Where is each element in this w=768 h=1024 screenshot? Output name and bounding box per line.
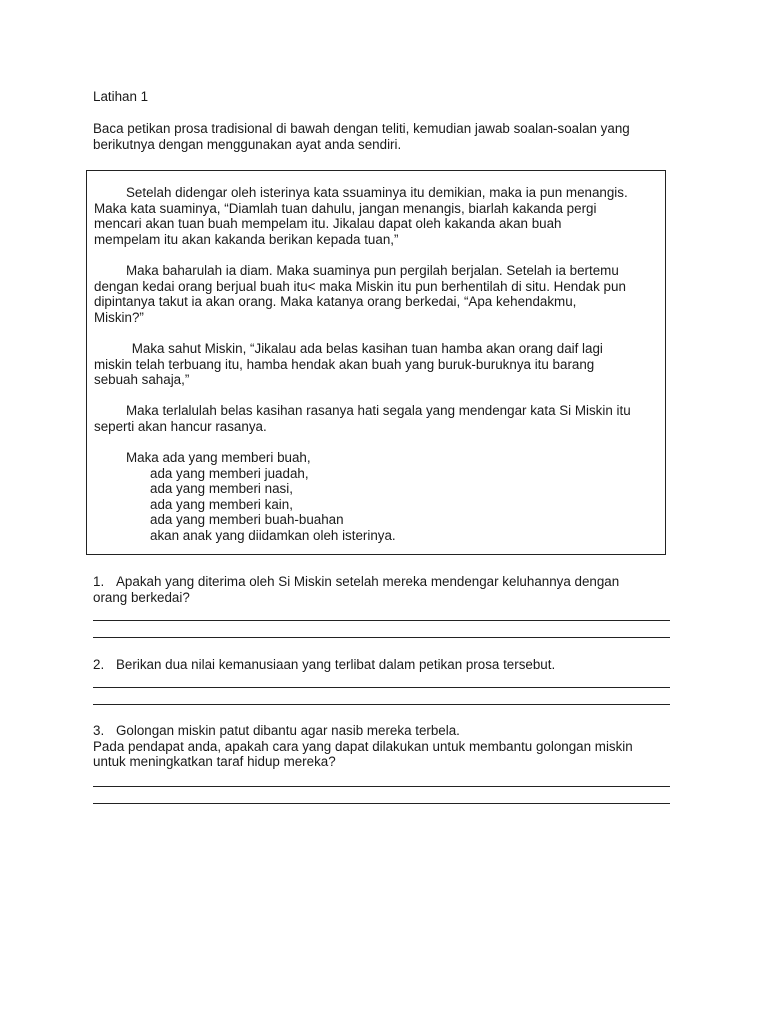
passage-paragraph-2 bbox=[94, 263, 669, 325]
question-number: 1. bbox=[93, 574, 105, 589]
answer-line[interactable] bbox=[93, 786, 670, 787]
instruction-text bbox=[93, 121, 693, 152]
question-text: Apakah yang diterima oleh Si Miskin setelah mereka mendengar keluhannya dengan bbox=[116, 574, 620, 589]
passage-line: Miskin?” bbox=[94, 309, 144, 325]
verse-line: ada yang memberi nasi, bbox=[150, 481, 293, 497]
exercise-heading: Latihan 1 bbox=[93, 89, 149, 104]
question-text: orang berkedai? bbox=[93, 589, 190, 605]
question-3 bbox=[93, 723, 673, 770]
passage-line: dipintanya takut ia akan orang. Maka katanya orang berkedai, “Apa kehendakmu, bbox=[94, 294, 577, 310]
passage-line: Maka baharulah ia diam. Maka suaminya pun pergilah berjalan. Setelah ia bertemu bbox=[126, 263, 619, 278]
passage-line: Maka sahut Miskin, “Jikalau ada belas kasihan tuan hamba akan orang daif lagi bbox=[128, 341, 603, 356]
question-1 bbox=[93, 574, 673, 605]
question-text: Berikan dua nilai kemanusiaan yang terlibat dalam petikan prosa tersebut. bbox=[116, 657, 556, 672]
instruction-line: Baca petikan prosa tradisional di bawah dengan teliti, kemudian jawab soalan-soalan yang bbox=[93, 121, 630, 136]
passage-line: mempelam itu akan kakanda berikan kepada tuan,” bbox=[94, 231, 399, 247]
question-text: Golongan miskin patut dibantu agar nasib mereka terbela. bbox=[116, 723, 460, 738]
answer-line[interactable] bbox=[93, 704, 670, 705]
verse-line: Maka ada yang memberi buah, bbox=[126, 450, 311, 465]
answer-line[interactable] bbox=[93, 803, 670, 804]
passage-line: dengan kedai orang berjual buah itu< maka Miskin itu pun berhentilah di situ. Hendak pun bbox=[94, 278, 626, 294]
question-2 bbox=[93, 657, 673, 673]
answer-line[interactable] bbox=[93, 687, 670, 688]
passage-line: seperti akan hancur rasanya. bbox=[94, 418, 267, 434]
passage-line: mencari akan tuan buah mempelam itu. Jikalau dapat oleh kakanda akan buah bbox=[94, 216, 562, 232]
passage-paragraph-3 bbox=[94, 341, 669, 388]
answer-line[interactable] bbox=[93, 637, 670, 638]
passage-paragraph-1 bbox=[94, 185, 669, 247]
instruction-line: berikutnya dengan menggunakan ayat anda sendiri. bbox=[93, 136, 402, 152]
question-text: Pada pendapat anda, apakah cara yang dapat dilakukan untuk membantu golongan miskin bbox=[93, 738, 633, 754]
question-number: 3. bbox=[93, 723, 105, 738]
verse-line: ada yang memberi kain, bbox=[150, 496, 293, 512]
verse-line: akan anak yang diidamkan oleh isterinya. bbox=[150, 527, 396, 543]
passage-verse bbox=[126, 450, 396, 544]
question-number: 2. bbox=[93, 657, 105, 672]
verse-line: ada yang memberi buah-buahan bbox=[150, 512, 344, 528]
passage-line: Setelah didengar oleh isterinya kata ssuaminya itu demikian, maka ia pun menangis. bbox=[126, 185, 628, 200]
passage-line: Maka kata suaminya, “Diamlah tuan dahulu, jangan menangis, biarlah kakanda pergi bbox=[94, 200, 597, 216]
passage-line: miskin telah terbuang itu, hamba hendak akan buah yang buruk-buruknya itu barang bbox=[94, 356, 595, 372]
passage-line: Maka terlalulah belas kasihan rasanya hati segala yang mendengar kata Si Miskin itu bbox=[126, 403, 631, 418]
verse-line: ada yang memberi juadah, bbox=[150, 465, 309, 481]
question-text: untuk meningkatkan taraf hidup mereka? bbox=[93, 754, 336, 770]
passage-line: sebuah sahaja,” bbox=[94, 372, 190, 388]
passage-paragraph-4 bbox=[94, 403, 669, 434]
answer-line[interactable] bbox=[93, 620, 670, 621]
prose-passage-box bbox=[86, 170, 666, 555]
